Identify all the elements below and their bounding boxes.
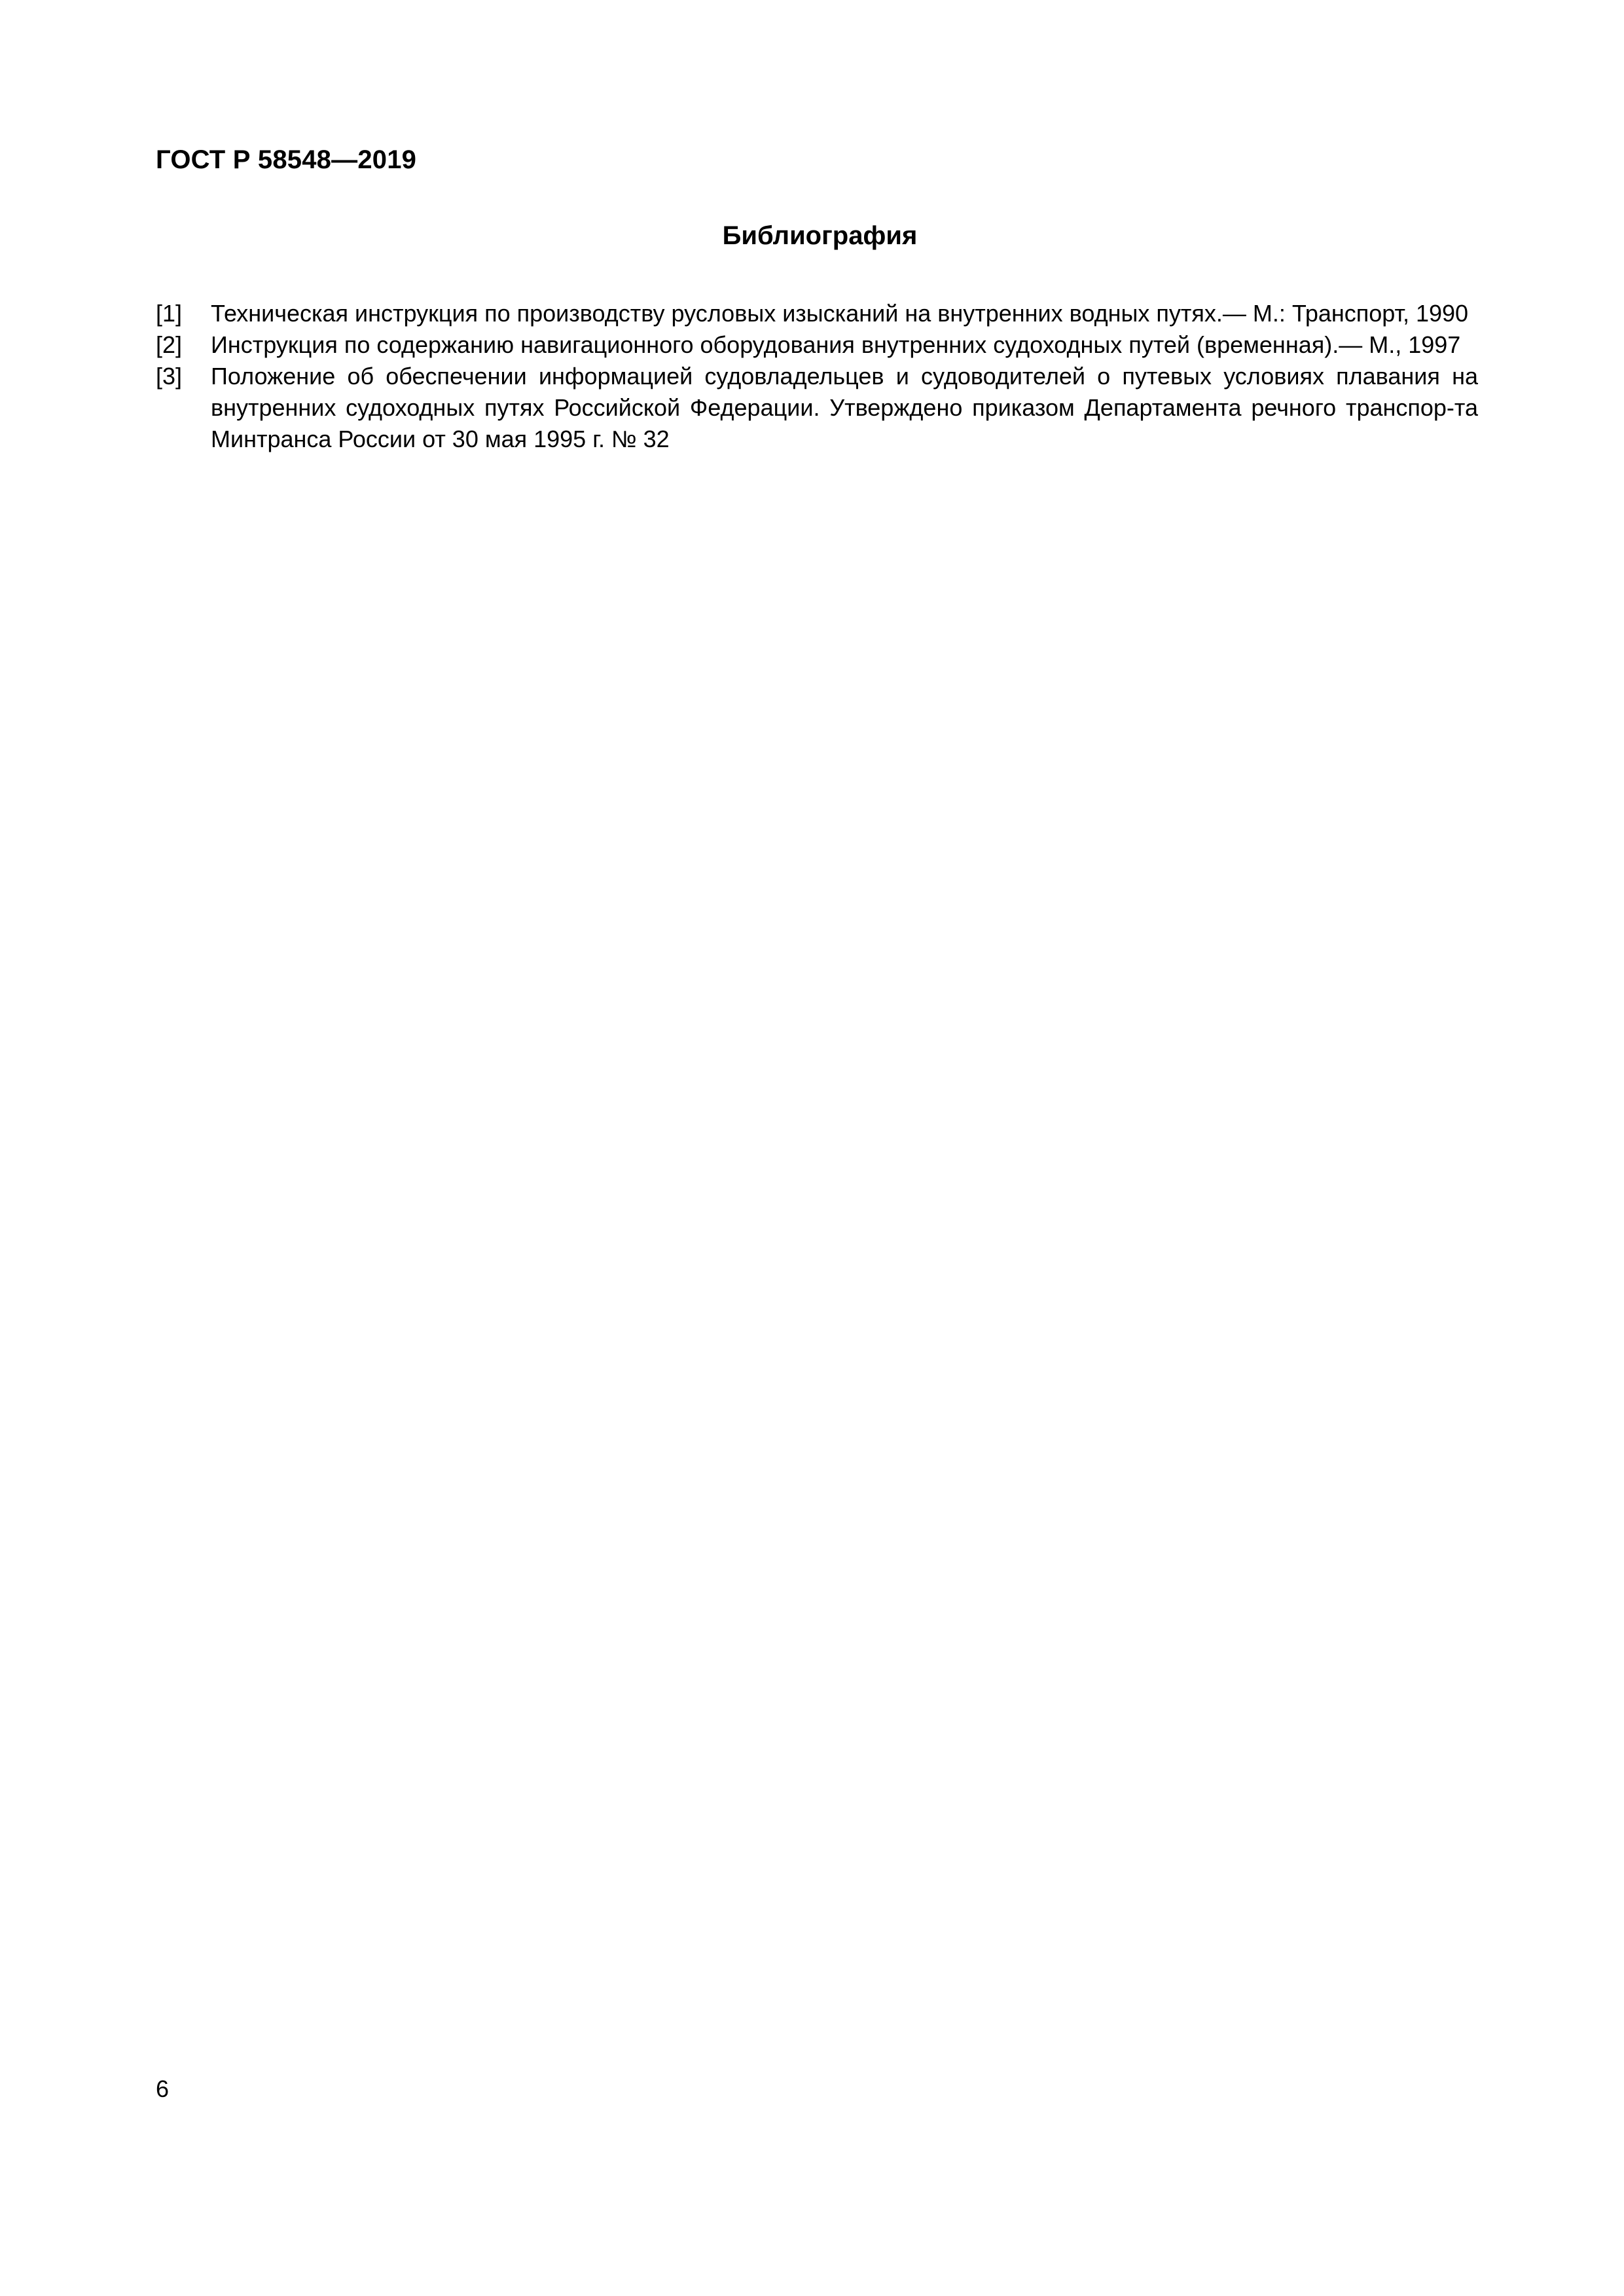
bibliography-item-number: [1] [156, 300, 183, 327]
bibliography-item [156, 361, 1478, 455]
document-header-code: ГОСТ Р 58548—2019 [156, 145, 417, 174]
bibliography-item-text: Техническая инструкция по производству русловых изысканий на внутренних водных путях.— М.: Транспорт, 1990 [211, 300, 1469, 327]
bibliography-list [156, 298, 1478, 455]
bibliography-item-number: [3] [156, 363, 183, 390]
bibliography-item [156, 329, 1478, 361]
section-title-text: Библиография [722, 221, 918, 250]
bibliography-item-number: [2] [156, 331, 183, 358]
bibliography-item-text: Инструкция по содержанию навигационного оборудования внутренних судоходных путей (временная).— М., 1997 [211, 331, 1461, 358]
bibliography-item-text: Положение об обеспечении информацией судовладельцев и судоводителей о путевых условиях плавания на внутренних судоходных путях Российской Федерации. Утверждено приказом Департамента речного транспор-та Минтранса России от 30 мая 1995 г. № 32 [211, 363, 1478, 452]
section-title [0, 221, 1624, 251]
bibliography-item [156, 298, 1478, 329]
page-number: 6 [156, 2075, 170, 2102]
